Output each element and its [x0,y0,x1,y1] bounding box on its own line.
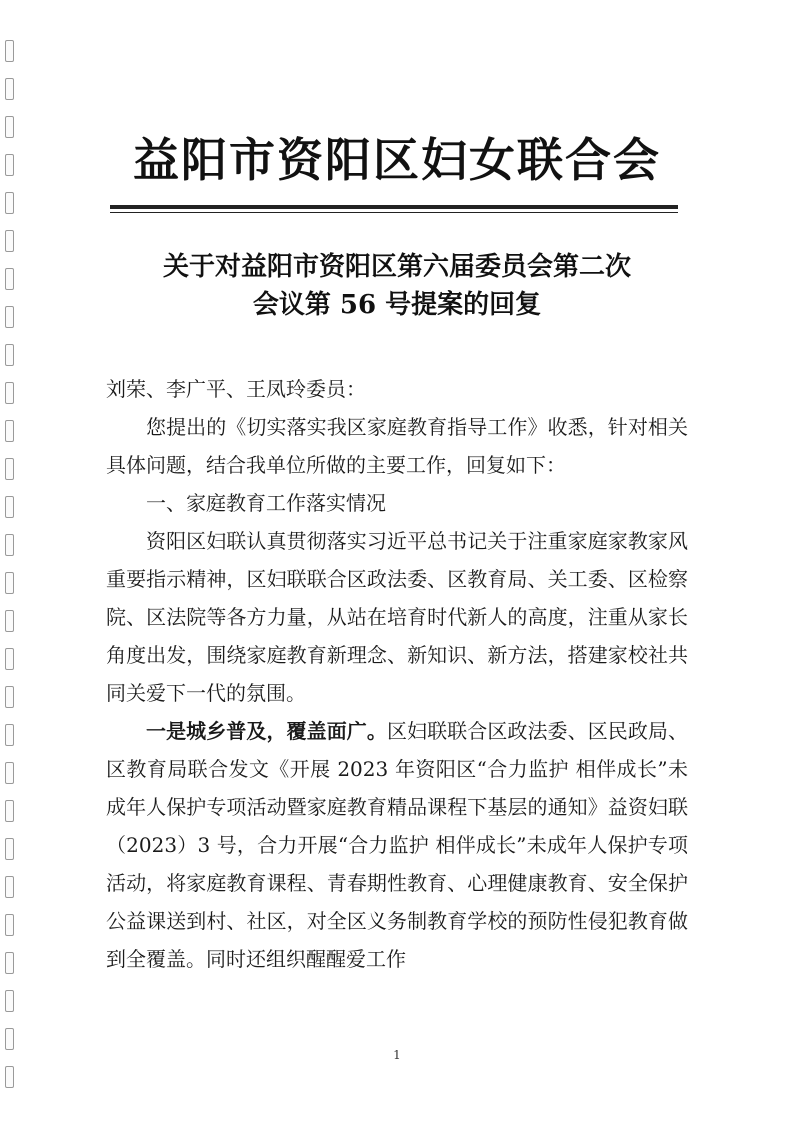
binding-mark [5,990,14,1012]
document-title [0,248,794,324]
binding-mark [5,686,14,708]
binding-mark [5,572,14,594]
binding-mark [5,800,14,822]
point1-lead: 一是城乡普及，覆盖面广。 [146,719,387,743]
binding-mark [5,344,14,366]
binding-mark [5,420,14,442]
binding-mark [5,192,14,214]
document-title-line1: 关于对益阳市资阳区第六届委员会第二次 [162,252,631,282]
salutation: 刘荣、李广平、王凤玲委员： [106,377,366,401]
binding-mark [5,876,14,898]
binding-hole-marks [5,40,17,1110]
intro-paragraph: 您提出的《切实落实我区家庭教育指导工作》收悉，针对相关具体问题，结合我单位所做的主要工作，回复如下： [106,415,688,477]
binding-mark [5,382,14,404]
binding-mark [5,458,14,480]
binding-mark [5,40,14,62]
header-rule-thick [110,205,678,209]
point1-text: 区妇联联合区政法委、区民政局、区教育局联合发文《开展 2023 年资阳区“合力监护 相伴成长”未成年人保护专项活动暨家庭教育精品课程下基层的通知》益资妇联（2023）3 号，合力开展“合力监护 相伴成长”未成年人保护专项活动，将家庭教育课程、青春期性教育、心理健康教育、安全保护公益课送到村、社区，对全区义务制教育学校的预防性侵犯教育做到全覆盖。同时还组织醒醒爱工作 [106,719,689,971]
binding-mark [5,952,14,974]
page-number: 1 [393,1048,401,1062]
binding-mark [5,1066,14,1088]
binding-mark [5,914,14,936]
section-heading-1: 一、家庭教育工作落实情况 [146,491,386,515]
organization-header: 益阳市资阳区妇女联合会 [133,133,661,187]
point1-paragraph [106,712,688,978]
section1-paragraph: 资阳区妇联认真贯彻落实习近平总书记关于注重家庭家教家风重要指示精神，区妇联联合区政法委、区教育局、关工委、区检察院、区法院等各方力量，从站在培育时代新人的高度，注重从家长角度出发，围绕家庭教育新理念、新知识、新方法，搭建家校社共同关爱下一代的氛围。 [106,529,688,705]
document-body [106,370,688,978]
binding-mark [5,762,14,784]
binding-mark [5,496,14,518]
binding-mark [5,648,14,670]
binding-mark [5,838,14,860]
binding-mark [5,1028,14,1050]
binding-mark [5,534,14,556]
header-rule-thin [110,212,678,213]
binding-mark [5,724,14,746]
binding-mark [5,610,14,632]
binding-mark [5,78,14,100]
document-title-line2: 会议第 56 号提案的回复 [252,290,542,320]
